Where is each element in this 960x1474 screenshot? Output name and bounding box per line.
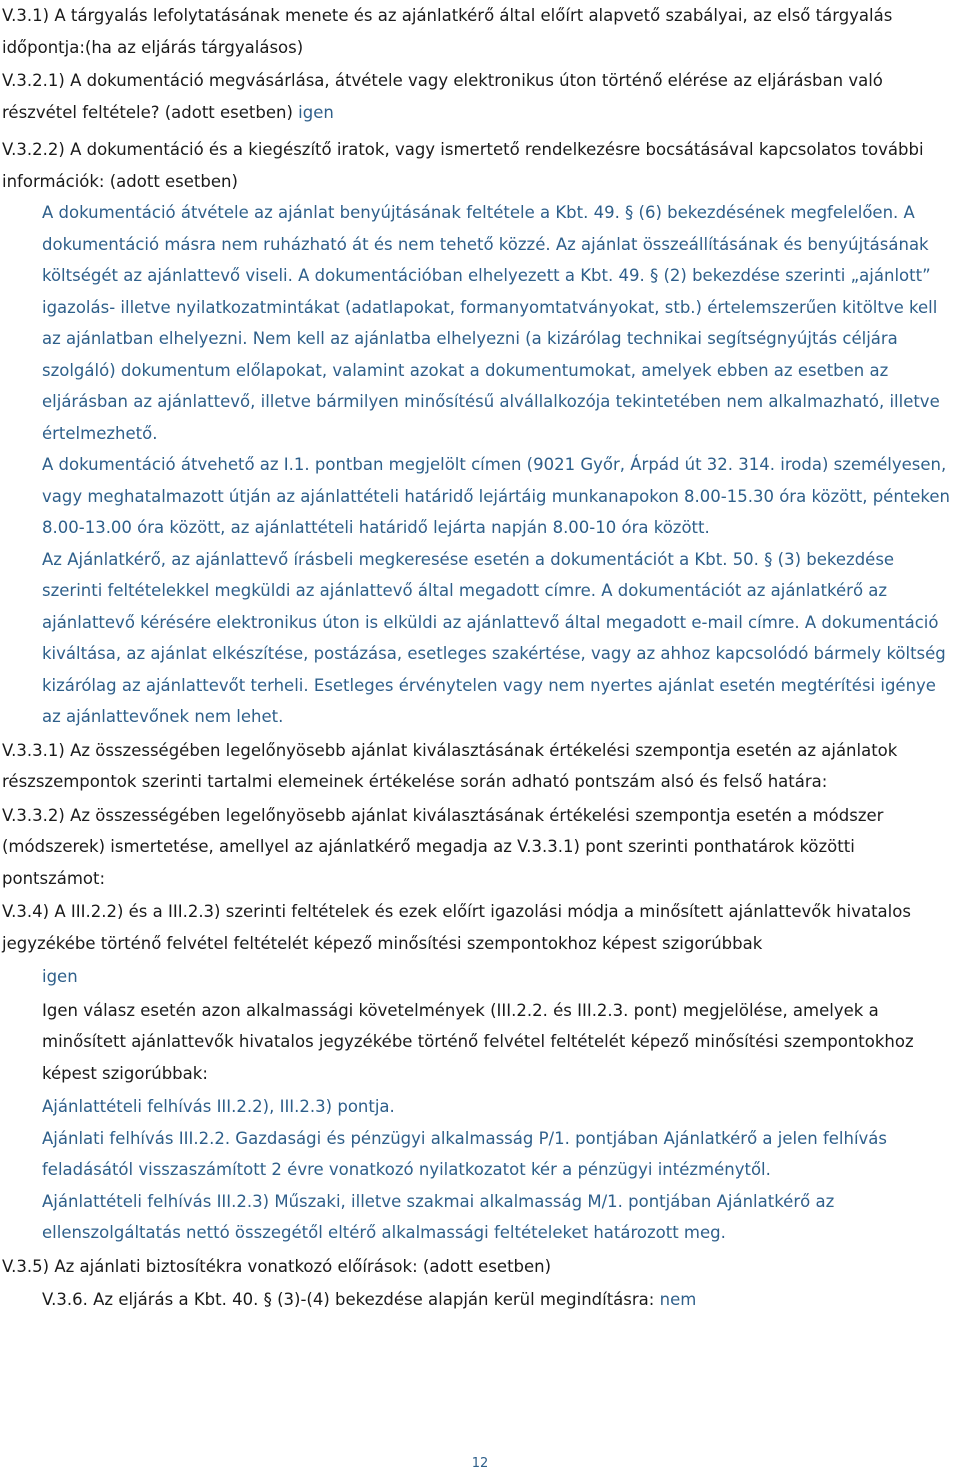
section-v35 (0, 1251, 960, 1283)
section-v34-answer: igen (42, 967, 78, 986)
section-v35-text: V.3.5) Az ajánlati biztosítékra vonatkozó előírások: (adott esetben) (2, 1256, 552, 1276)
section-v31-text: V.3.1) A tárgyalás lefolytatásának menete és az ajánlatkérő által előírt alapvető szabályai, az első tárgyalás időpontja:(ha az eljárás tárgyalásos) (2, 6, 893, 57)
section-v34-item-1: Ajánlattételi felhívás III.2.2), III.2.3) pontja. (42, 1097, 395, 1116)
section-v332 (0, 800, 960, 895)
section-v332-text: V.3.3.2) Az összességében legelőnyösebb ajánlat kiválasztásának értékelési szempontja esetén a módszer (módszerek) ismertetése, amellyel az ajánlatkérő megadja az V.3.3.1) pont szerinti ponthatárok közötti pontszámot: (2, 805, 884, 888)
section-v34-item-2: Ajánlati felhívás III.2.2. Gazdasági és pénzügyi alkalmasság P/1. pontjában Ajánlatkérő a jelen felhívás feladásától visszaszámított 2 évre vonatkozó nyilatkozatot kér a pénzügyi intézménytől. (42, 1128, 887, 1179)
section-v36 (0, 1284, 960, 1316)
section-v321 (0, 65, 960, 128)
section-v331-text: V.3.3.1) Az összességében legelőnyösebb ajánlat kiválasztásának értékelési szempontja esetén az ajánlatok részszempontok szerinti tartalmi elemeinek értékelése során adható pontszám alsó és felső határa: (2, 740, 898, 791)
section-v321-answer: igen (298, 102, 334, 122)
section-v36-label: V.3.6. Az eljárás a Kbt. 40. § (3)-(4) bekezdése alapján kerül megindításra: (42, 1290, 655, 1309)
section-v36-answer: nem (659, 1290, 697, 1309)
section-v34-item-3: Ajánlattételi felhívás III.2.3) Műszaki, illetve szakmai alkalmasság M/1. pontjában Ajánlatkérő az ellenszolgáltatás nettó összegétől eltérő alkalmassági feltételeket határozott meg. (42, 1191, 835, 1242)
page-number: 12 (471, 1456, 489, 1471)
section-v31 (0, 0, 960, 63)
section-v322-paragraph-2: A dokumentáció átvehető az I.1. pontban megjelölt címen (9021 Győr, Árpád út 32. 314. iroda) személyesen, vagy meghatalmazott útján az ajánlattételi határidő lejártáig munkanapokon 8.00-15.30 óra között, pénteken 8.00-13.00 óra között, az ajánlattételi határidő lejárta napján 8.00-10 óra között. (42, 455, 950, 537)
section-v34-label: V.3.4) A III.2.2) és a III.2.3) szerinti feltételek és ezek előírt igazolási módja a minősített ajánlattevők hivatalos jegyzékébe történő felvétel feltételét képező minősítési szempontokhoz képest szigorúbbak (2, 902, 911, 953)
section-v331 (0, 735, 960, 798)
section-v322-label: V.3.2.2) A dokumentáció és a kiegészítő iratok, vagy ismertető rendelkezésre bocsátásával kapcsolatos további információk: (adott esetben) (2, 140, 924, 191)
section-v322-paragraph-1: A dokumentáció átvétele az ajánlat benyújtásának feltétele a Kbt. 49. § (6) bekezdésének megfelelően. A dokumentáció másra nem ruházható át és nem tehető közzé. Az ajánlat összeállításának és benyújtásának költségét az ajánlattevő viseli. A dokumentációban elhelyezett a Kbt. 49. § (2) bekezdése szerinti „ajánlott” igazolás- illetve nyilatkozatmintákat (adatlapokat, formanyomtatványokat, stb.) értelemszerűen kitöltve kell az ajánlatban elhelyezni. Nem kell az ajánlatba elhelyezni (a kizárólag technikai segítségnyújtás céljára szolgáló) dokumentum előlapokat, valamint azokat a dokumentumokat, amelyek ebben az esetben az eljárásban az ajánlattevő, illetve bármilyen minősítésű alvállalkozója tekintetében nem alkalmazható, illetve értelmezhető. (42, 203, 940, 443)
section-v321-label: V.3.2.1) A dokumentáció megvásárlása, átvétele vagy elektronikus úton történő elérése az eljárásban való részvétel feltétele? (adott esetben) (2, 71, 883, 122)
section-v322 (0, 134, 960, 197)
section-v322-paragraph-3: Az Ajánlatkérő, az ajánlattevő írásbeli megkeresése esetén a dokumentációt a Kbt. 50. § (3) bekezdése szerinti feltételekkel megküldi az ajánlattevő által megadott címre. A dokumentációt az ajánlatkérő az ajánlattevő kérésére elektronikus úton is elküldi az ajánlattevő által megadott e-mail címre. A dokumentáció kiváltása, az ajánlat elkészítése, postázása, esetleges szakértése, vagy az ahhoz kapcsolódó bármely költség kizárólag az ajánlattevőt terheli. Esetleges érvénytelen vagy nem nyertes ajánlat esetén megtérítési igénye az ajánlattevőnek nem lehet. (42, 549, 946, 726)
section-v34 (0, 896, 960, 959)
section-v34-detail: Igen válasz esetén azon alkalmassági követelmények (III.2.2. és III.2.3. pont) megjelölése, amelyek a minősített ajánlattevők hivatalos jegyzékébe történő felvétel feltételét képező minősítési szempontokhoz képest szigorúbbak: (42, 1000, 914, 1083)
